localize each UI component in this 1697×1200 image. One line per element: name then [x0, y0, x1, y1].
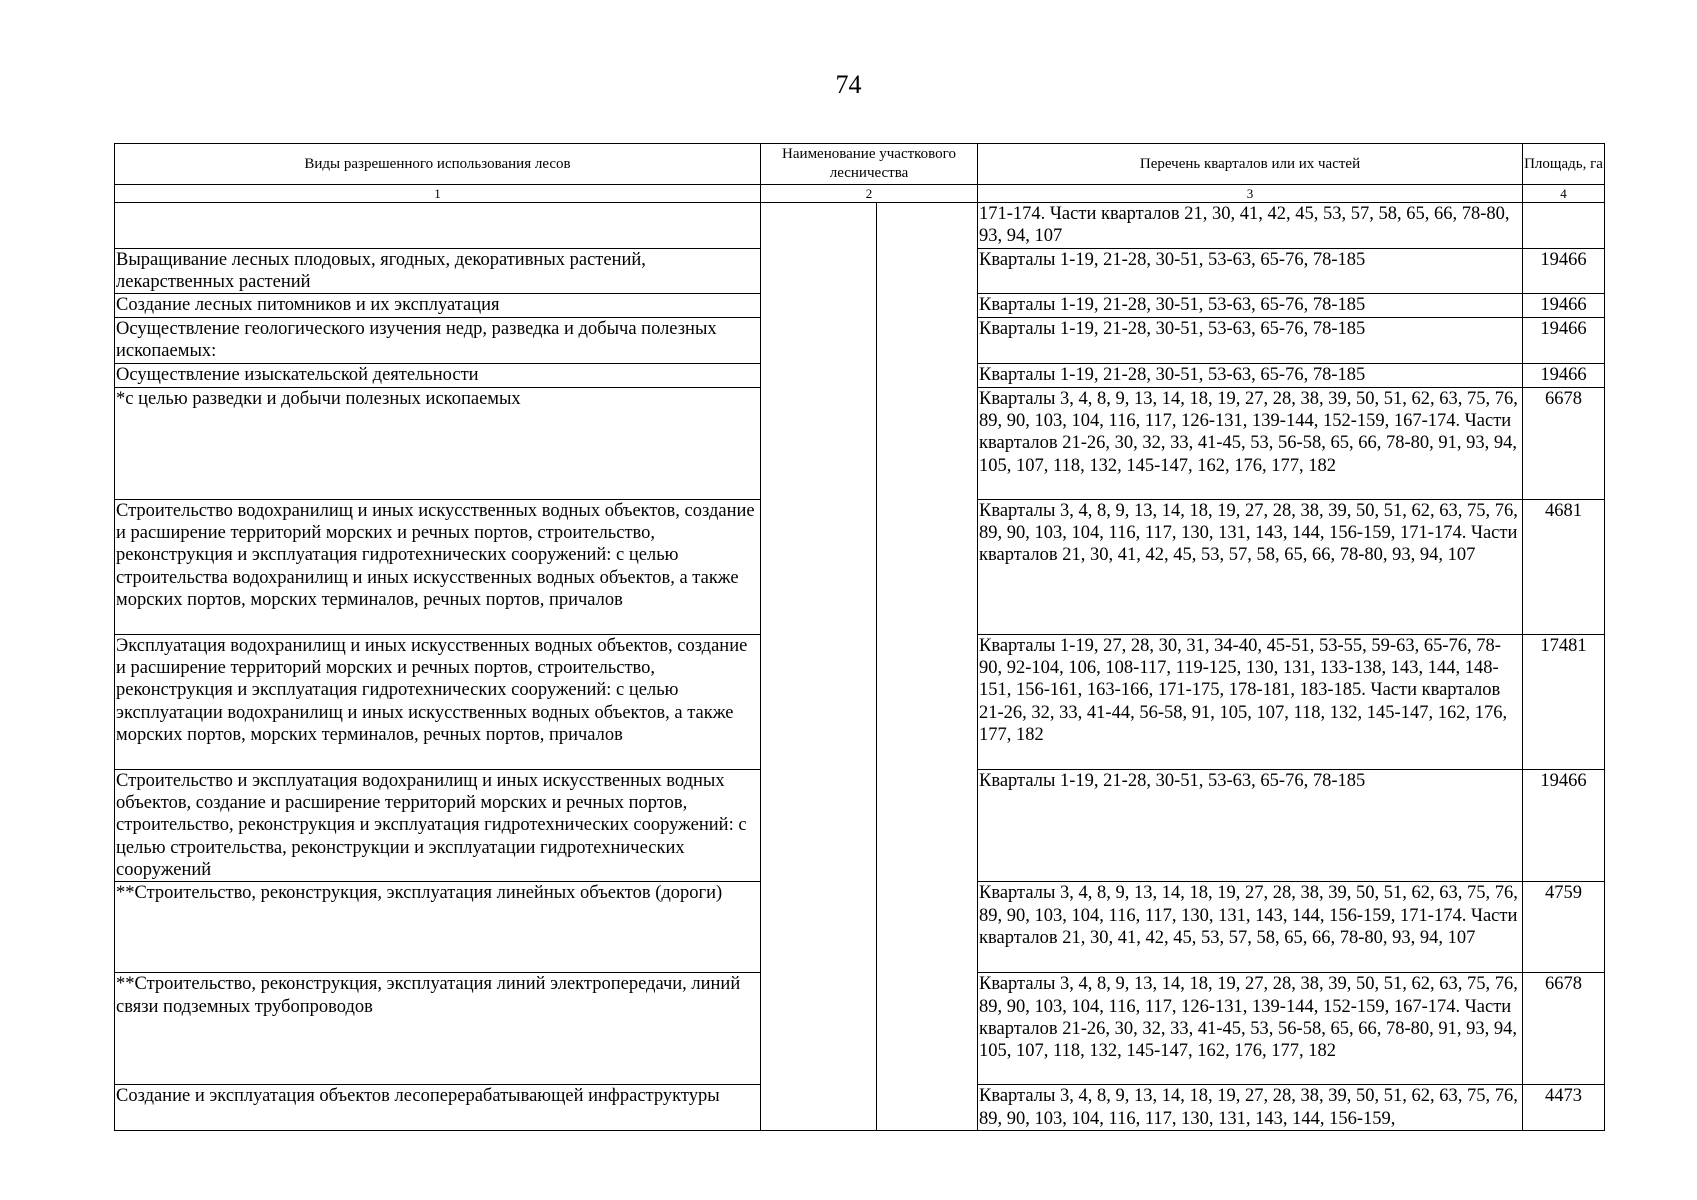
area-cell: 19466 [1523, 363, 1605, 387]
area-cell [1523, 203, 1605, 249]
area-cell: 19466 [1523, 248, 1605, 294]
quarters-cell: Кварталы 1-19, 21-28, 30-51, 53-63, 65-76, 78-185 [978, 363, 1523, 387]
area-cell: 4473 [1523, 1085, 1605, 1131]
quarters-cell: Кварталы 3, 4, 8, 9, 13, 14, 18, 19, 27, 28, 38, 39, 50, 51, 62, 63, 75, 76, 89, 90, 103, 104, 116, 117, 126-131, 139-144, 152-159, 167-174. Части кварталов 21-26, 30, 32, 33, 41-45, 53, 56-58, 65, 66, 78-80, 91, 93, 94, 105, 107, 118, 132, 145-147, 162, 176, 177, 182 [978, 387, 1523, 499]
use-cell [115, 203, 761, 249]
use-cell: Осуществление изыскательской деятельности [115, 363, 761, 387]
quarters-cell: Кварталы 1-19, 27, 28, 30, 31, 34-40, 45-51, 53-55, 59-63, 65-76, 78-90, 92-104, 106, 108-117, 119-125, 130, 131, 133-138, 143, 144, 148-151, 156-161, 163-166, 171-175, 178-181, 183-185. Части кварталов 21-26, 32, 33, 41-44, 56-58, 91, 105, 107, 118, 132, 145-147, 162, 176, 177, 182 [978, 634, 1523, 769]
area-cell: 19466 [1523, 294, 1605, 318]
quarters-cell: Кварталы 3, 4, 8, 9, 13, 14, 18, 19, 27, 28, 38, 39, 50, 51, 62, 63, 75, 76, 89, 90, 103, 104, 116, 117, 130, 131, 143, 144, 156-159, 171-174. Части кварталов 21, 30, 41, 42, 45, 53, 57, 58, 65, 66, 78-80, 93, 94, 107 [978, 882, 1523, 973]
quarters-cell: Кварталы 3, 4, 8, 9, 13, 14, 18, 19, 27, 28, 38, 39, 50, 51, 62, 63, 75, 76, 89, 90, 103, 104, 116, 117, 130, 131, 143, 144, 156-159, [978, 1085, 1523, 1131]
use-cell: Осуществление геологического изучения недр, разведка и добыча полезных ископаемых: [115, 318, 761, 364]
area-cell: 19466 [1523, 769, 1605, 881]
area-cell: 6678 [1523, 973, 1605, 1085]
use-cell: Строительство и эксплуатация водохранилищ и иных искусственных водных объектов, создание и расширение территорий морских и речных портов, строительство, реконструкция и эксплуатация гидротехнических сооружений: с целью строительства, реконструкции и эксплуатации гидротехнических сооружений [115, 769, 761, 881]
column-number: 3 [978, 185, 1523, 203]
use-cell: **Строительство, реконструкция, эксплуатация линий электропередачи, линий связи подземных трубопроводов [115, 973, 761, 1085]
use-cell: Выращивание лесных плодовых, ягодных, декоративных растений, лекарственных растений [115, 248, 761, 294]
header-quarters-list: Перечень кварталов или их частей [978, 144, 1523, 185]
header-forestry-name: Наименование участкового лесничества [761, 144, 978, 185]
header-use-types: Виды разрешенного использования лесов [115, 144, 761, 185]
header-row [115, 144, 1605, 185]
quarters-cell: Кварталы 1-19, 21-28, 30-51, 53-63, 65-76, 78-185 [978, 294, 1523, 318]
quarters-cell: Кварталы 3, 4, 8, 9, 13, 14, 18, 19, 27, 28, 38, 39, 50, 51, 62, 63, 75, 76, 89, 90, 103, 104, 116, 117, 126-131, 139-144, 152-159, 167-174. Части кварталов 21-26, 30, 32, 33, 41-45, 53, 56-58, 65, 66, 78-80, 91, 93, 94, 105, 107, 118, 132, 145-147, 162, 176, 177, 182 [978, 973, 1523, 1085]
quarters-cell: Кварталы 1-19, 21-28, 30-51, 53-63, 65-76, 78-185 [978, 248, 1523, 294]
quarters-cell: Кварталы 3, 4, 8, 9, 13, 14, 18, 19, 27, 28, 38, 39, 50, 51, 62, 63, 75, 76, 89, 90, 103, 104, 116, 117, 130, 131, 143, 144, 156-159, 171-174. Части кварталов 21, 30, 41, 42, 45, 53, 57, 58, 65, 66, 78-80, 93, 94, 107 [978, 499, 1523, 634]
area-cell: 4759 [1523, 882, 1605, 973]
column-number: 4 [1523, 185, 1605, 203]
use-cell: Эксплуатация водохранилищ и иных искусственных водных объектов, создание и расширение территорий морских и речных портов, строительство, реконструкция и эксплуатация гидротехнических сооружений: с целью эксплуатации водохранилищ и иных искусственных водных объектов, а также морских портов, морских терминалов, речных портов, причалов [115, 634, 761, 769]
forestry-cell [761, 203, 877, 1131]
use-cell: Создание лесных питомников и их эксплуатация [115, 294, 761, 318]
use-cell: *с целью разведки и добычи полезных ископаемых [115, 387, 761, 499]
area-cell: 6678 [1523, 387, 1605, 499]
quarters-cell: Кварталы 1-19, 21-28, 30-51, 53-63, 65-76, 78-185 [978, 318, 1523, 364]
column-number: 2 [761, 185, 978, 203]
use-cell: Строительство водохранилищ и иных искусственных водных объектов, создание и расширение территорий морских и речных портов, строительство, реконструкция и эксплуатация гидротехнических сооружений: с целью строительства водохранилищ и иных искусственных водных объектов, а также морских портов, морских терминалов, речных портов, причалов [115, 499, 761, 634]
forestry-subcell [877, 203, 978, 1131]
quarters-cell: 171-174. Части кварталов 21, 30, 41, 42, 45, 53, 57, 58, 65, 66, 78-80, 93, 94, 107 [978, 203, 1523, 249]
quarters-cell: Кварталы 1-19, 21-28, 30-51, 53-63, 65-76, 78-185 [978, 769, 1523, 881]
area-cell: 17481 [1523, 634, 1605, 769]
area-cell: 19466 [1523, 318, 1605, 364]
forest-use-table [114, 143, 1605, 1131]
use-cell: Создание и эксплуатация объектов лесоперерабатывающей инфраструктуры [115, 1085, 761, 1131]
header-area: Площадь, га [1523, 144, 1605, 185]
use-cell: **Строительство, реконструкция, эксплуатация линейных объектов (дороги) [115, 882, 761, 973]
column-number-row [115, 185, 1605, 203]
area-cell: 4681 [1523, 499, 1605, 634]
page-number: 74 [835, 70, 862, 99]
table-row [115, 203, 1605, 249]
column-number: 1 [115, 185, 761, 203]
